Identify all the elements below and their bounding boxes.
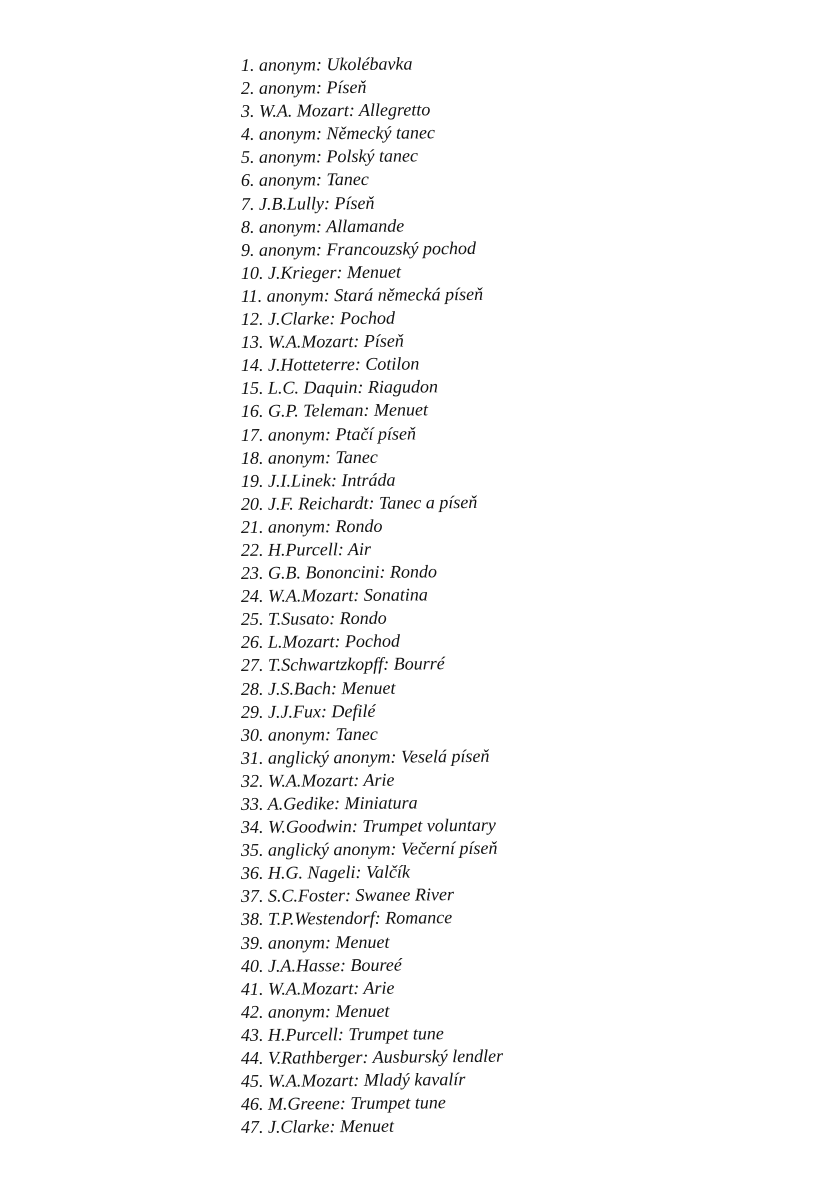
list-item: 40. J.A.Hasse: Boureé <box>240 954 402 976</box>
list-item: 4. anonym: Německý tanec <box>240 122 435 145</box>
list-item: 26. L.Mozart: Pochod <box>240 630 401 653</box>
list-item: 15. L.C. Daquin: Riagudon <box>240 376 439 399</box>
list-item: 5. anonym: Polský tanec <box>240 145 419 168</box>
list-item: 23. G.B. Bononcini: Rondo <box>240 561 438 584</box>
list-item: 24. W.A.Mozart: Sonatina <box>240 584 428 607</box>
list-item: 34. W.Goodwin: Trumpet voluntary <box>240 814 496 838</box>
list-item: 19. J.I.Linek: Intráda <box>240 469 396 491</box>
list-item: 31. anglický anonym: Veselá píseň <box>240 745 490 768</box>
list-item: 27. T.Schwartzkopff: Bourré <box>240 653 445 676</box>
list-item: 16. G.P. Teleman: Menuet <box>240 399 429 422</box>
list-item: 9. anonym: Francouzský pochod <box>240 237 477 260</box>
list-item: 25. T.Susato: Rondo <box>240 607 387 630</box>
list-item: 37. S.C.Foster: Swanee River <box>240 884 455 907</box>
list-item: 18. anonym: Tanec <box>240 446 378 468</box>
list-item: 32. W.A.Mozart: Arie <box>240 769 395 791</box>
list-item: 21. anonym: Rondo <box>240 515 383 537</box>
list-item: 14. J.Hotteterre: Cotilon <box>240 353 420 376</box>
list-item: 11. anonym: Stará německá píseň <box>240 283 484 306</box>
composition-list <box>241 54 503 1139</box>
list-item: 36. H.G. Nageli: Valčík <box>240 861 411 884</box>
list-item: 45. W.A.Mozart: Mladý kavalír <box>240 1069 466 1092</box>
list-item: 47. J.Clarke: Menuet <box>240 1115 395 1138</box>
list-item: 35. anglický anonym: Večerní píseň <box>240 837 498 861</box>
list-item: 28. J.S.Bach: Menuet <box>240 677 396 699</box>
list-item: 6. anonym: Tanec <box>240 169 369 191</box>
list-item: 7. J.B.Lully: Píseň <box>240 192 375 214</box>
list-item: 20. J.F. Reichardt: Tanec a píseň <box>240 491 478 514</box>
list-item: 22. H.Purcell: Air <box>240 538 372 560</box>
list-item: 13. W.A.Mozart: Píseň <box>240 330 404 353</box>
list-item: 30. anonym: Tanec <box>240 723 378 745</box>
list-item: 42. anonym: Menuet <box>240 1000 390 1022</box>
list-item: 38. T.P.Westendorf: Romance <box>240 907 453 930</box>
list-item: 8. anonym: Allamande <box>240 215 405 237</box>
list-item: 43. H.Purcell: Trumpet tune <box>240 1023 444 1045</box>
list-item: 10. J.Krieger: Menuet <box>240 261 402 283</box>
list-item: 41. W.A.Mozart: Arie <box>240 977 395 999</box>
list-item: 33. A.Gedike: Miniatura <box>240 792 418 814</box>
list-item: 12. J.Clarke: Pochod <box>240 307 396 330</box>
list-item: 39. anonym: Menuet <box>240 931 390 953</box>
list-item: 17. anonym: Ptačí píseň <box>240 422 417 445</box>
list-item: 2. anonym: Píseň <box>240 76 367 99</box>
list-item: 44. V.Rathberger: Ausburský lendler <box>240 1045 504 1069</box>
list-item: 1. anonym: Ukolébavka <box>240 53 413 75</box>
list-item: 3. W.A. Mozart: Allegretto <box>240 99 431 122</box>
list-item: 29. J.J.Fux: Defilé <box>240 700 376 722</box>
list-item: 46. M.Greene: Trumpet tune <box>240 1092 446 1115</box>
